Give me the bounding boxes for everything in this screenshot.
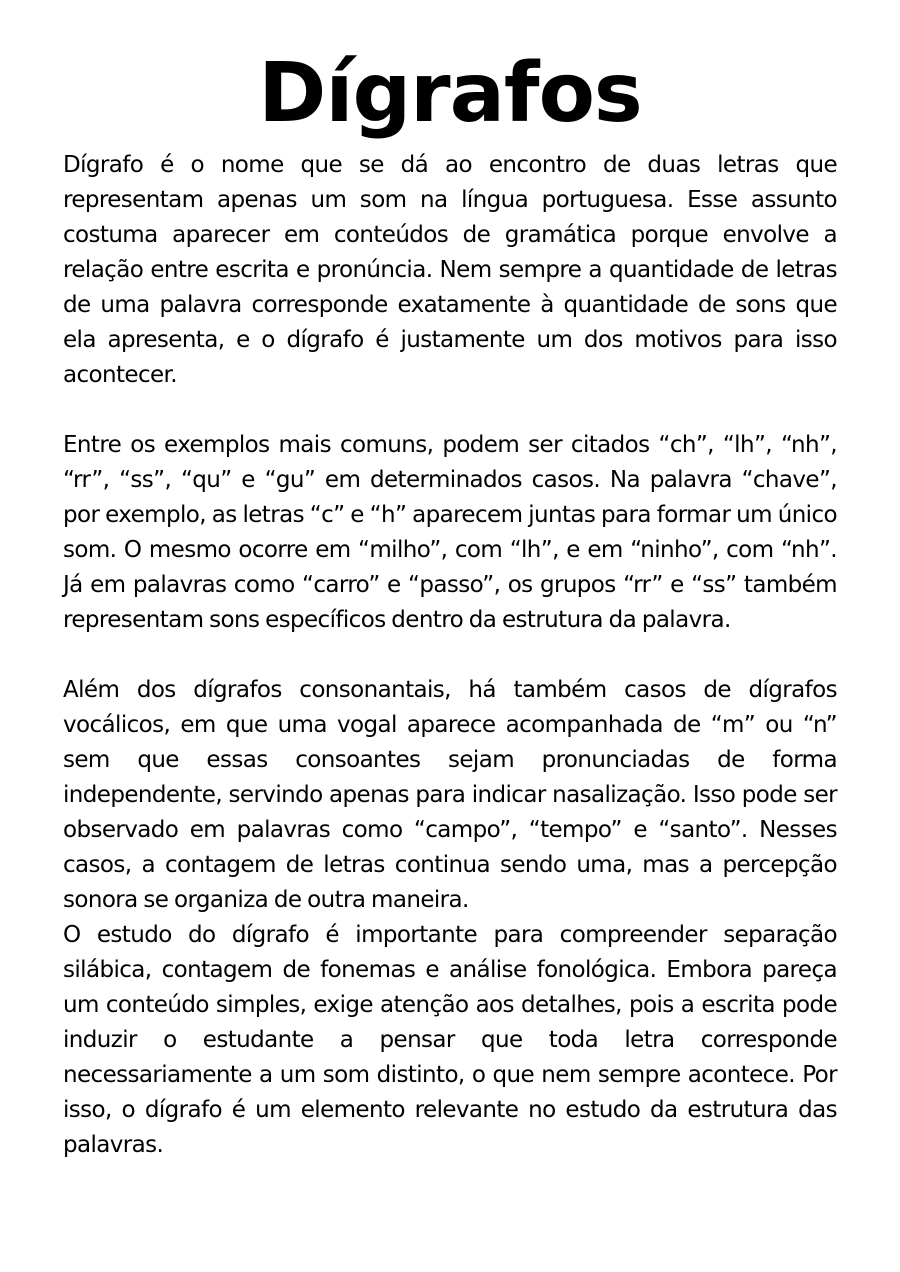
document-page bbox=[63, 0, 837, 1163]
paragraph-vowel-digraphs: Além dos dígrafos consonantais, há também casos de dígrafos vocálicos, em que uma vogal aparece acompanhada de “m” ou “n” sem que essas consoantes sejam pronunciadas de forma independente, servindo apenas para indicar nasalização. Isso pode ser observado em palavras como “campo”, “tempo” e “santo”. Nesses casos, a contagem de letras continua sendo uma, mas a percepção sonora se organiza de outra maneira. bbox=[63, 677, 837, 913]
paragraph-definition: Dígrafo é o nome que se dá ao encontro de duas letras que representam apenas um som na língua portuguesa. Esse assunto costuma aparecer em conteúdos de gramática porque envolve a relação entre escrita e pronúncia. Nem sempre a quantidade de letras de uma palavra corresponde exatamente à quantidade de sons que ela apresenta, e o dígrafo é justamente um dos motivos para isso acontecer. bbox=[63, 152, 837, 388]
paragraph-examples: Entre os exemplos mais comuns, podem ser citados “ch”, “lh”, “nh”, “rr”, “ss”, “qu” e “gu” em determinados casos. Na palavra “chave”, por exemplo, as letras “c” e “h” aparecem juntas para formar um único som. O mesmo ocorre em “milho”, com “lh”, e em “ninho”, com “nh”. Já em palavras como “carro” e “passo”, os grupos “rr” e “ss” também representam sons específicos dentro da estrutura da palavra. bbox=[63, 432, 837, 633]
paragraph-importance: O estudo do dígrafo é importante para compreender separação silábica, contagem de fonemas e análise fonológica. Embora pareça um conteúdo simples, exige atenção aos detalhes, pois a escrita pode induzir o estudante a pensar que toda letra corresponde necessariamente a um som distinto, o que nem sempre acontece. Por isso, o dígrafo é um elemento relevante no estudo da estrutura das palavras. bbox=[63, 922, 837, 1158]
document-title: Dígrafos bbox=[258, 46, 642, 141]
